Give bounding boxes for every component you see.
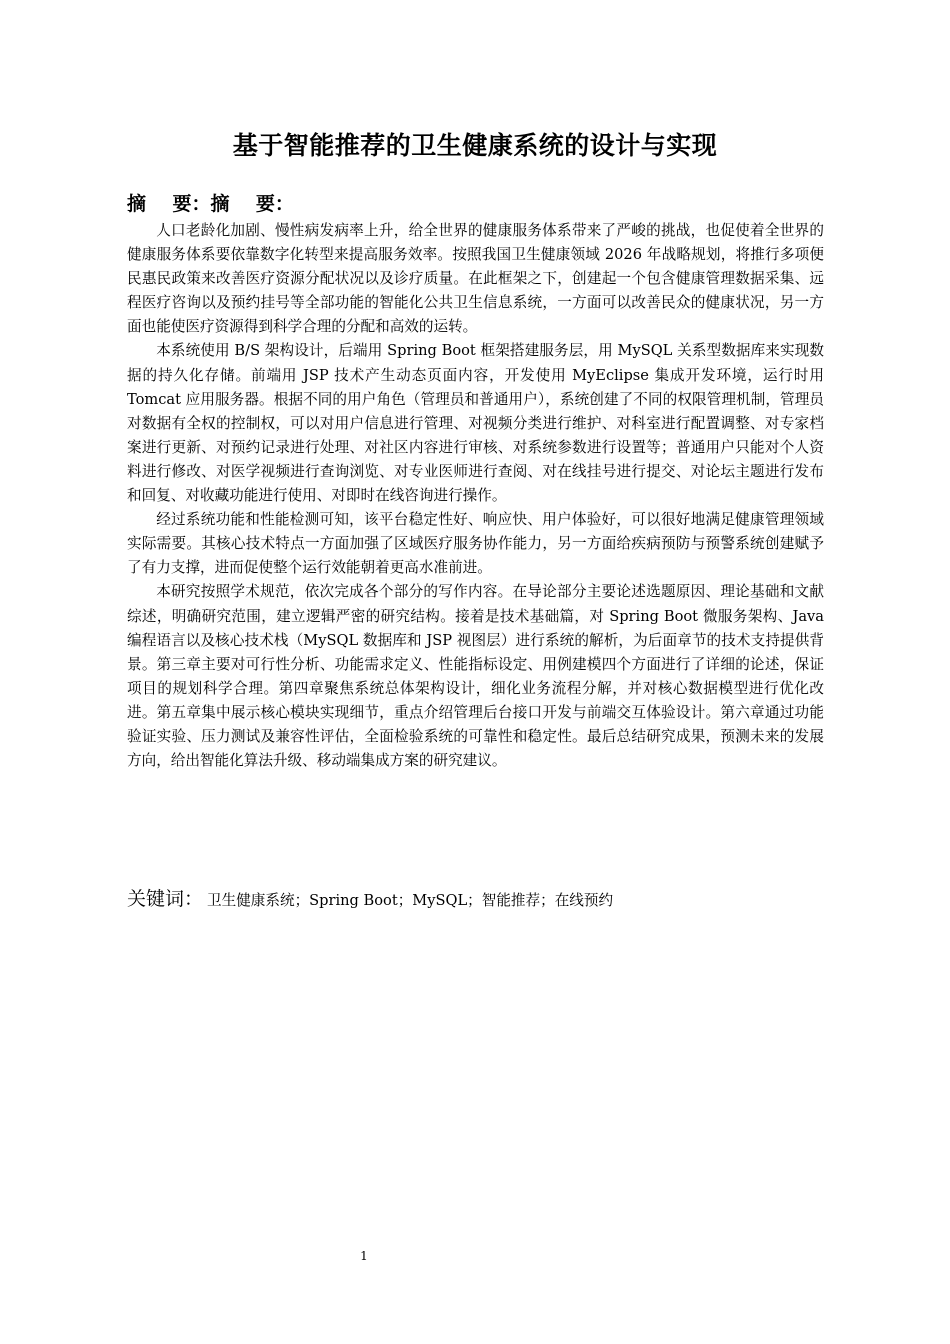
abstract-paragraph: 经过系统功能和性能检测可知，该平台稳定性好、响应快、用户体验好，可以很好地满足健康管理领域实际需要。其核心技术特点一方面加强了区域医疗服务协作能力，另一方面给疾病预防与预警系统创建赋予了有力支撑，进而促使整个运行效能朝着更高水准前进。 [127, 511, 824, 577]
abstract-heading: 摘 要：摘 要： [127, 193, 294, 215]
page-number: 1 [360, 1249, 368, 1263]
keywords-value: 卫生健康系统；Spring Boot；MySQL；智能推荐；在线预约 [207, 892, 614, 909]
abstract-paragraph: 本研究按照学术规范，依次完成各个部分的写作内容。在导论部分主要论述选题原因、理论基础和文献综述，明确研究范围，建立逻辑严密的研究结构。接着是技术基础篇，对 Spring Boot 微服务架构、Java 编程语言以及核心技术栈（MySQL 数据库和 JSP 视图层）进行系统的解析，为后面章节的技术支持提供背景。第三章主要对可行性分析、功能需求定义、性能指标设定、用例建模四个方面进行了详细的论述，保证项目的规划科学合理。第四章聚焦系统总体架构设计，细化业务流程分解，并对核心数据模型进行优化改进。第五章集中展示核心模块实现细节，重点介绍管理后台接口开发与前端交互体验设计。第六章通过功能验证实验、压力测试及兼容性评估，全面检验系统的可靠性和稳定性。最后总结研究成果，预测未来的发展方向，给出智能化算法升级、移动端集成方案的研究建议。 [127, 583, 824, 770]
keywords-line [127, 884, 824, 916]
abstract-paragraph: 本系统使用 B/S 架构设计，后端用 Spring Boot 框架搭建服务层，用 MySQL 关系型数据库来实现数据的持久化存储。前端用 JSP 技术产生动态页面内容，开发使用 MyEclipse 集成开发环境，运行时用 Tomcat 应用服务器。根据不同的用户角色（管理员和普通用户），系统创建了不同的权限管理机制，管理员对数据有全权的控制权，可以对用户信息进行管理、对视频分类进行维护、对科室进行配置调整、对专家档案进行更新、对预约记录进行处理、对社区内容进行审核、对系统参数进行设置等；普通用户只能对个人资料进行修改、对医学视频进行查询浏览、对专业医师进行查阅、对在线挂号进行提交、对论坛主题进行发布和回复、对收藏功能进行使用、对即时在线咨询进行操作。 [127, 342, 824, 505]
keywords-label: 关键词： [127, 888, 204, 910]
paper-title: 基于智能推荐的卫生健康系统的设计与实现 [232, 131, 718, 160]
abstract-paragraph: 人口老龄化加剧、慢性病发病率上升，给全世界的健康服务体系带来了严峻的挑战，也促使着全世界的健康服务体系要依靠数字化转型来提高服务效率。按照我国卫生健康领域 2026 年战略规划，将推行多项便民惠民政策来改善医疗资源分配状况以及诊疗质量。在此框架之下，创建起一个包含健康管理数据采集、远程医疗咨询以及预约挂号等全部功能的智能化公共卫生信息系统，一方面可以改善民众的健康状况，另一方面也能使医疗资源得到科学合理的分配和高效的运转。 [127, 222, 824, 336]
abstract-body [127, 219, 824, 773]
